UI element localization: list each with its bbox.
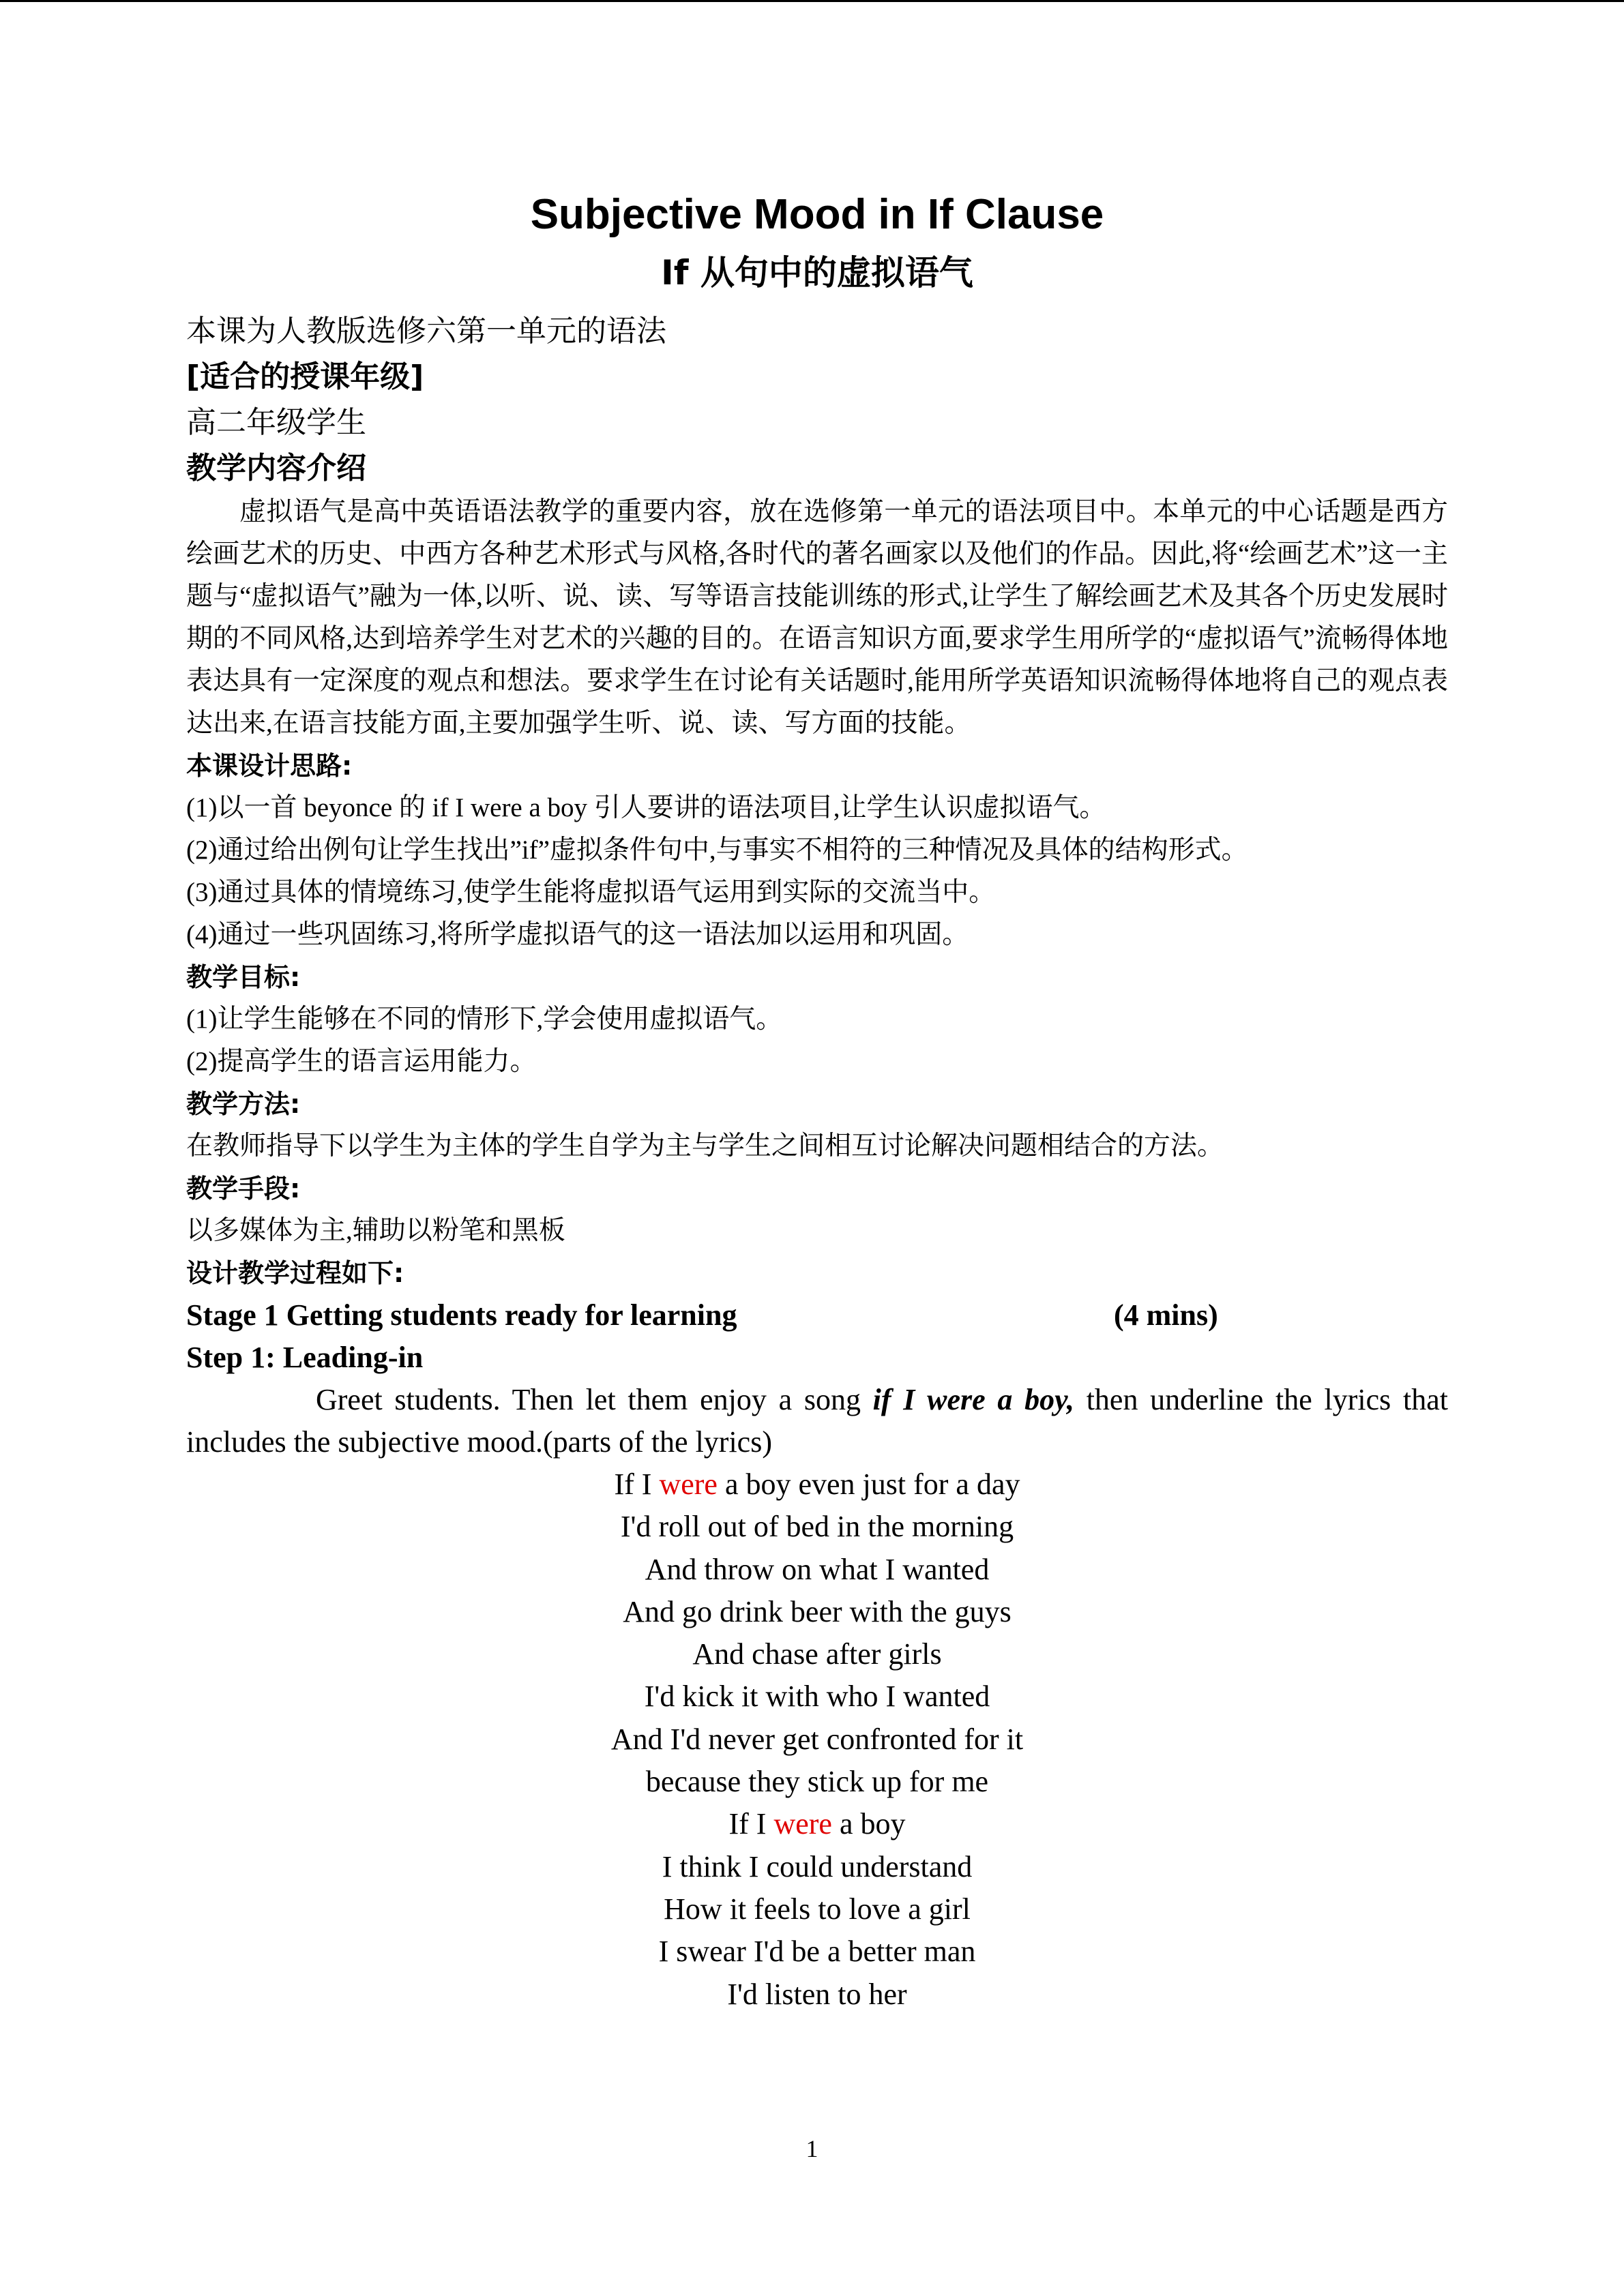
song-title: if I were a boy,	[872, 1383, 1074, 1416]
step1-text-start: Greet students. Then let them enjoy a song	[316, 1383, 873, 1416]
goals-item: (2)提高学生的语言运用能力。	[186, 1047, 537, 1076]
design-item: (1)以一首 beyonce 的 if I were a boy 引人要讲的语法项目,让学生认识虚拟语气。	[186, 793, 1106, 822]
lyric-line: I'd kick it with who I wanted	[644, 1680, 990, 1714]
grade-heading: [适合的授课年级]	[186, 359, 424, 394]
design-item: (4)通过一些巩固练习,将所学虚拟语气的这一语法加以运用和巩固。	[186, 920, 969, 949]
step1-title: Step 1: Leading-in	[186, 1341, 424, 1374]
means-heading: 教学手段:	[186, 1174, 301, 1204]
lyric-line: How it feels to love a girl	[664, 1892, 971, 1926]
lyric-line: I'd listen to her	[727, 1977, 907, 2011]
process-heading: 设计教学过程如下:	[186, 1258, 404, 1288]
design-heading: 本课设计思路:	[186, 751, 353, 781]
stage1-heading	[186, 1294, 1448, 1337]
lyric-line: And throw on what I wanted	[645, 1552, 990, 1586]
highlighted-word: were	[659, 1467, 718, 1501]
design-item: (2)通过给出例句让学生找出”if”虚拟条件句中,与事实不相符的三种情况及具体的结构形式。	[186, 835, 1248, 865]
content-heading: 教学内容介绍	[186, 451, 366, 486]
means-text: 以多媒体为主,辅助以粉笔和黑板	[186, 1216, 565, 1245]
page-number: 1	[806, 2135, 818, 2162]
lyric-line: And I'd never get confronted for it	[610, 1722, 1024, 1756]
highlighted-word: were	[773, 1807, 832, 1841]
lyric-text: a boy even just for a day	[717, 1467, 1020, 1501]
step1-instructions	[186, 1379, 1448, 1463]
stage1-title: Stage 1 Getting students ready for learning	[186, 1298, 737, 1332]
goals-item: (1)让学生能够在不同的情形下,学会使用虚拟语气。	[186, 1004, 783, 1034]
lyric-line: because they stick up for me	[645, 1765, 989, 1799]
content-paragraph: 虚拟语气是高中英语语法教学的重要内容，放在选修第一单元的语法项目中。本单元的中心话题是西方绘画艺术的历史、中西方各种艺术形式与风格,各时代的著名画家以及他们的作品。因此,将“绘画艺术”这一主题与“虚拟语气”融为一体,以听、说、读、写等语言技能训练的形式,让学生了解绘画艺术及其各个历史发展时期的不同风格,达到培养学生对艺术的兴趣的目的。在语言知识方面,要求学生用所学的“虚拟语气”流畅得体地表达具有一定深度的观点和想法。要求学生在讨论有关话题时,能用所学英语知识流畅得体地将自己的观点表达出来,在语言技能方面,主要加强学生听、说、读、写方面的技能。	[186, 497, 1448, 738]
document-subtitle: If 从句中的虚拟语气	[661, 253, 973, 293]
document-title: Subjective Mood in If Clause	[530, 191, 1104, 238]
lyric-line	[186, 1803, 1448, 1845]
lyrics-block	[186, 1463, 1448, 2016]
lyric-line	[186, 1463, 1448, 1506]
lyric-line: I think I could understand	[662, 1849, 973, 1883]
lyric-text: If I	[728, 1807, 774, 1841]
lyric-line: I'd roll out of bed in the morning	[620, 1510, 1014, 1544]
intro-line: 本课为人教版选修六第一单元的语法	[186, 314, 666, 348]
lyric-text: If I	[614, 1467, 660, 1501]
step1-text-end: then underline the lyrics that includes the subjective mood.(parts of the lyrics)	[186, 1383, 1448, 1459]
lyric-line: And chase after girls	[692, 1637, 942, 1671]
goals-heading: 教学目标:	[186, 962, 301, 992]
grade-value: 高二年级学生	[186, 406, 366, 439]
method-text: 在教师指导下以学生为主体的学生自学为主与学生之间相互讨论解决问题相结合的方法。	[186, 1131, 1224, 1161]
lyric-line: I swear I'd be a better man	[658, 1935, 976, 1969]
method-heading: 教学方法:	[186, 1089, 301, 1119]
page-content	[186, 184, 1448, 2016]
design-item: (3)通过具体的情境练习,使学生能将虚拟语气运用到实际的交流当中。	[186, 878, 996, 907]
lyric-line: And go drink beer with the guys	[623, 1594, 1012, 1628]
top-border-line	[0, 0, 1624, 2]
stage1-time: (4 mins)	[1114, 1298, 1218, 1332]
lyric-text: a boy	[831, 1807, 906, 1841]
